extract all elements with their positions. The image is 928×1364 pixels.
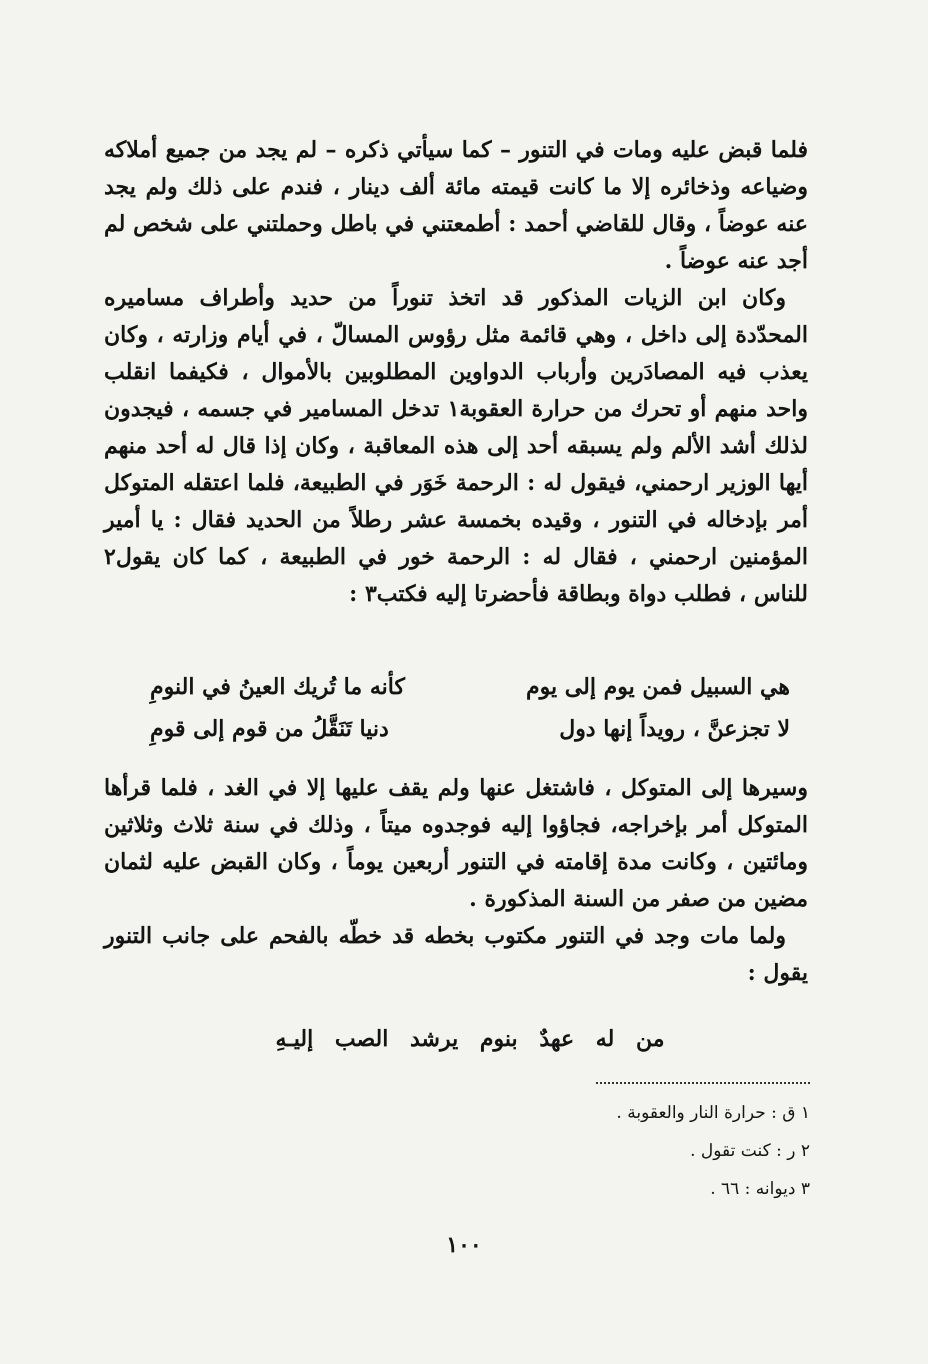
verse-hemistich-first: لا تجزعنَّ ، رويداً إنها دول <box>559 716 790 742</box>
verse-hemistich-second: كأنه ما تُريك العينُ في النومِ <box>150 674 405 700</box>
paragraph-4: ولما مات وجد في التنور مكتوب بخطه قد خطّه بالفحم على جانب التنور يقول : <box>104 923 808 986</box>
body-text-top <box>104 132 808 613</box>
footnote-1: ١ ق : حرارة النار والعقوبة . <box>616 1103 810 1123</box>
verse-hemistich-second: دنيا تَنَقَّلُ من قوم إلى قومِ <box>150 716 389 742</box>
page-number: ١٠٠ <box>446 1232 482 1258</box>
paragraph-3: وسيرها إلى المتوكل ، فاشتغل عنها ولم يقف عليها إلا في الغد ، فلما قرأها المتوكل أمر بإخراجه، فجاؤوا إليه فوجدوه ميتاً ، وذلك في سنة ثلاث وثلاثين ومائتين ، وكانت مدة إقامته في التنور أربعين يوماً ، وكان القبض عليه لثمان مضين من صفر من السنة المذكورة . <box>104 775 808 912</box>
poem-verse <box>150 666 790 708</box>
paragraph-1: فلما قبض عليه ومات في التنور – كما سيأتي ذكره – لم يجد من جميع أملاكه وضياعه وذخائره إلا ما كانت قيمته مائة ألف دينار ، فندم على ذلك ولم يجد عنه عوضاً ، وقال للقاضي أحمد : أطمعتني في باطل وحملتني على شخص لم أجد عنه عوضاً . <box>104 137 808 274</box>
footnote-3: ٣ ديوانه : ٦٦ . <box>710 1179 810 1199</box>
footnote-divider <box>596 1082 810 1084</box>
footnote-2: ٢ ر : كنت تقول . <box>690 1141 810 1161</box>
single-verse: من له عهدٌ بنوم يرشد الصب إليـهِ <box>275 1026 665 1052</box>
footnotes <box>616 1094 810 1208</box>
verse-hemistich-first: هي السبيل فمن يوم إلى يوم <box>526 674 790 700</box>
paragraph-2: وكان ابن الزيات المذكور قد اتخذ تنوراً من حديد وأطراف مساميره المحدّدة إلى داخل ، وهي قائمة مثل رؤوس المسالّ ، في أيام وزارته ، وكان يعذب فيه المصادَرين وأرباب الدواوين المطلوبين بالأموال ، فكيفما انقلب واحد منهم أو تحرك من حرارة العقوبة١ تدخل المسامير في جسمه ، فيجدون لذلك أشد الألم ولم يسبقه أحد إلى هذه المعاقبة ، وكان إذا قال له أحد منهم أيها الوزير ارحمني، فيقول له : الرحمة خَوَر في الطبيعة، فلما اعتقله المتوكل أمر بإدخاله في التنور ، وقيده بخمسة عشر رطلاً من الحديد فقال : يا أمير المؤمنين ارحمني ، فقال له : الرحمة خور في الطبيعة ، كما كان يقول٢ للناس ، فطلب دواة وبطاقة فأحضرتا إليه فكتب٣ : <box>104 285 808 607</box>
body-text-bottom <box>104 770 808 992</box>
poem <box>150 666 790 750</box>
poem-verse <box>150 708 790 750</box>
